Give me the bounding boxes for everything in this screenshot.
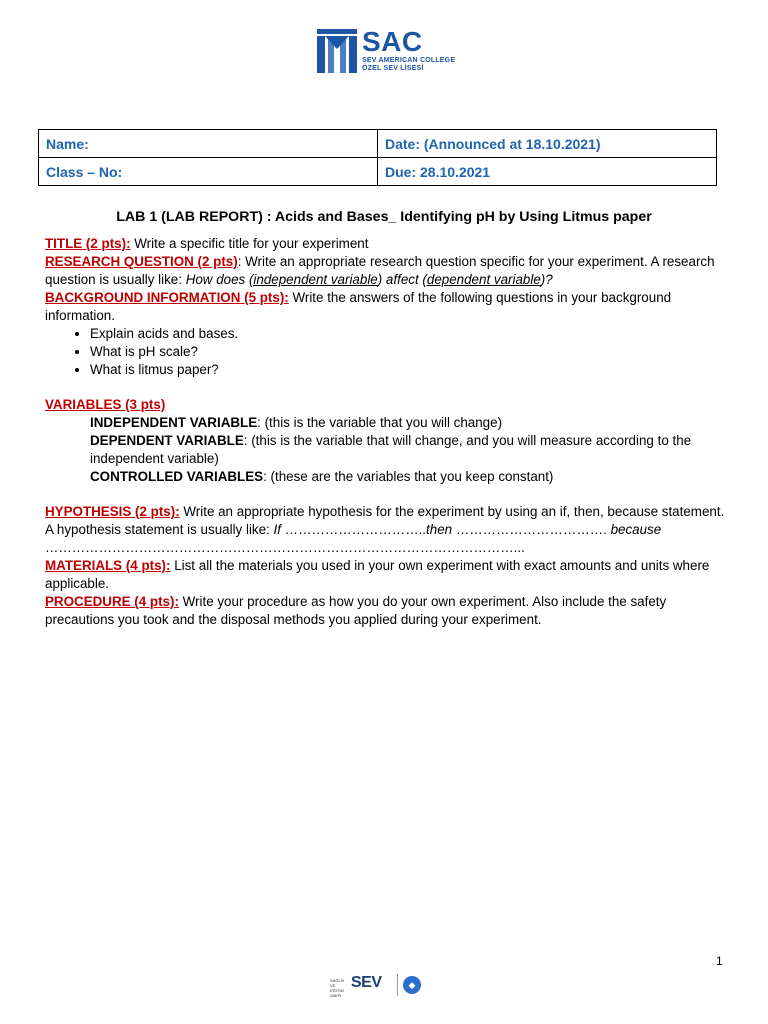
list-item: • Explain acids and bases. (90, 325, 725, 343)
dependent-variable-text: : (this is the variable that will change, and you will measure according to the independent variable) (90, 433, 692, 466)
procedure-section (45, 593, 725, 629)
variables-section (45, 396, 725, 486)
footer-logo (330, 972, 425, 998)
research-question-heading: RESEARCH QUESTION (2 pts) (45, 254, 238, 269)
date-field: Date: (Announced at 18.10.2021) (378, 130, 717, 158)
due-field: Due: 28.10.2021 (378, 158, 717, 186)
document-body (45, 235, 725, 629)
page-number: 1 (716, 954, 723, 968)
research-question-section (45, 253, 725, 289)
variables-heading: VARIABLES (3 pts) (45, 397, 166, 412)
hypothesis-if: If (273, 522, 285, 537)
list-item: • What is pH scale? (90, 343, 725, 361)
rq-end: )? (540, 272, 553, 287)
independent-variable-label: INDEPENDENT VARIABLE (90, 415, 258, 430)
sac-building-icon (317, 29, 357, 73)
dependent-variable-line (45, 432, 725, 468)
dependent-variable-label: DEPENDENT VARIABLE (90, 433, 244, 448)
title-text: Write a specific title for your experiment (130, 236, 369, 251)
controlled-variables-line (45, 468, 725, 486)
student-info-table (38, 129, 717, 186)
materials-text: List all the materials you used in your own experiment with exact amounts and units where applicable. (45, 558, 710, 591)
background-text: Write the answers of the following questions in your background information. (45, 290, 672, 323)
logo-name: SAC (362, 26, 423, 57)
footer-divider (397, 974, 398, 996)
research-question-text: : Write an appropriate research question specific for your experiment. A research question is usually like: (45, 254, 715, 287)
materials-section (45, 557, 725, 593)
name-field: Name: (39, 130, 378, 158)
hypothesis-then: then (426, 522, 453, 537)
hypothesis-because: because (610, 522, 662, 537)
hypothesis-dots-3: ……………………………………………………………………………………………... (45, 540, 525, 555)
independent-variable-line (45, 414, 725, 432)
procedure-heading: PROCEDURE (4 pts): (45, 594, 179, 609)
background-intro (45, 289, 725, 325)
hypothesis-text: Write an appropriate hypothesis for the experiment by using an if, then, because statement. A hypothesis statement is usually like: (45, 504, 725, 537)
title-heading: TITLE (2 pts): (45, 236, 131, 251)
hypothesis-dots-2: ……………………………. (452, 522, 607, 537)
materials-heading: MATERIALS (4 pts): (45, 558, 171, 573)
background-section (45, 289, 725, 379)
logo-line-2: ÖZEL SEV LİSESİ (362, 65, 424, 72)
hypothesis-heading: HYPOTHESIS (2 pts): (45, 504, 180, 519)
independent-variable-text: : (this is the variable that you will change) (257, 415, 503, 430)
hypothesis-dots-1: ………………………….. (284, 522, 427, 537)
class-no-field: Class – No: (39, 158, 378, 186)
rq-independent: (independent variable (248, 272, 378, 287)
rq-how-does: How does (185, 272, 249, 287)
footer-sev-wordmark: SEV (351, 974, 382, 991)
controlled-variables-label: CONTROLLED VARIABLES (90, 469, 264, 484)
school-logo (317, 26, 462, 75)
footer-small-text: SAĞLIK VE EĞİTİM VAKFI (330, 978, 345, 998)
logo-line-1: SEV AMERICAN COLLEGE (362, 57, 456, 64)
rq-affect: ) affect (377, 272, 423, 287)
procedure-text: Write your procedure as how you do your own experiment. Also include the safety precautions you took and the disposal methods you applied during your experiment. (45, 594, 667, 627)
background-questions-list (45, 325, 725, 379)
hypothesis-section (45, 503, 725, 557)
background-heading: BACKGROUND INFORMATION (5 pts): (45, 290, 289, 305)
footer-emblem-icon: ◆ (403, 976, 421, 994)
title-section (45, 235, 725, 253)
controlled-variables-text: : (these are the variables that you keep constant) (263, 469, 554, 484)
list-item: • What is litmus paper? (90, 361, 725, 379)
page-title: LAB 1 (LAB REPORT) : Acids and Bases_ Identifying pH by Using Litmus paper (116, 209, 652, 225)
rq-dependent: (dependent variable (422, 272, 541, 287)
